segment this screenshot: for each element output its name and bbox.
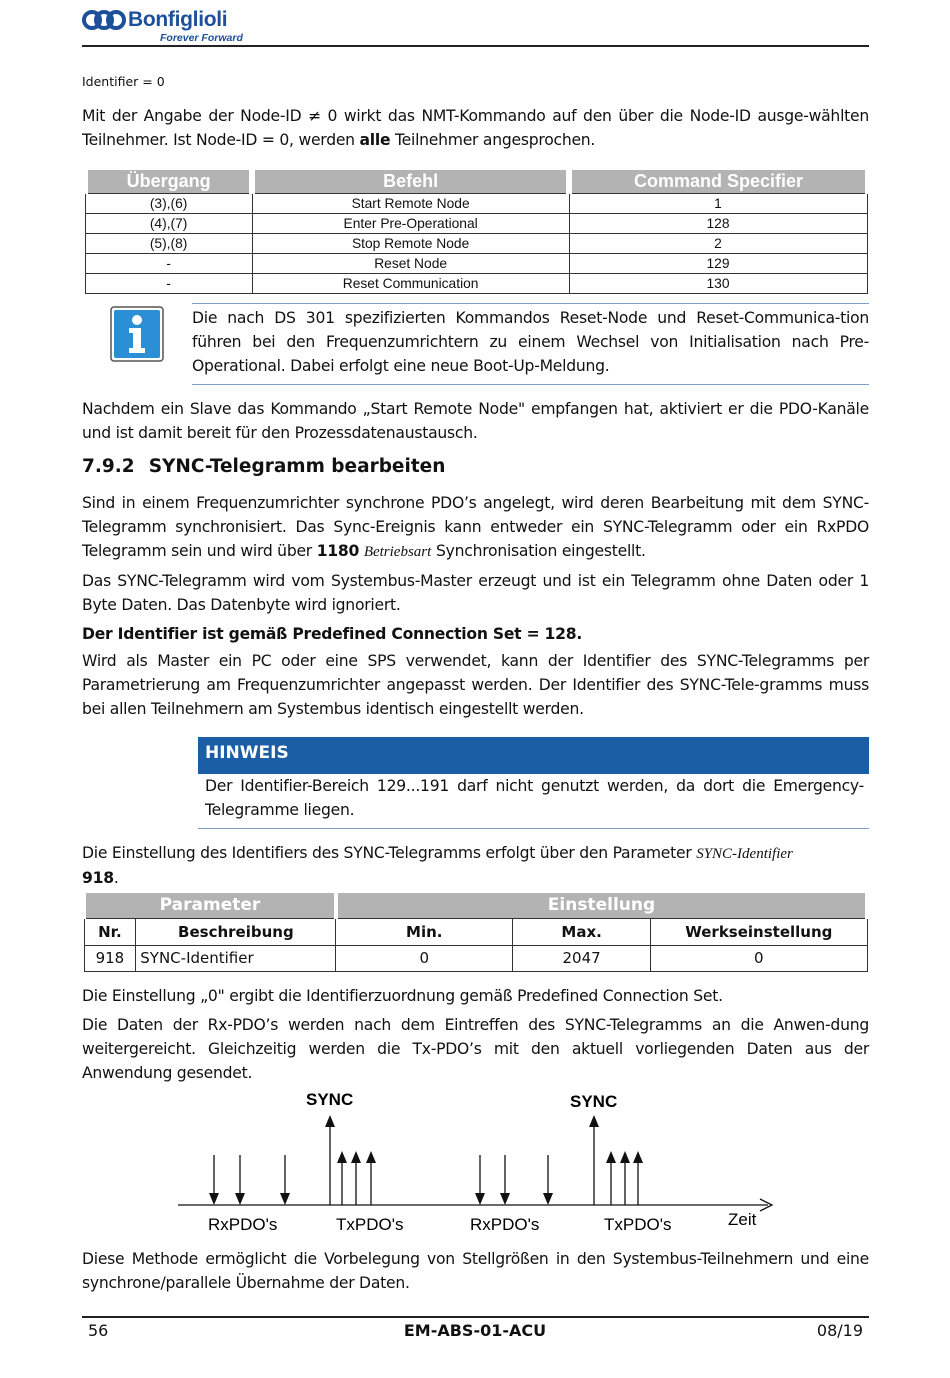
intro-text-2: Teilnehmer angesprochen.: [390, 131, 596, 150]
column-header: Max.: [513, 918, 651, 945]
table-cell: 0: [336, 945, 513, 971]
param-number: 918: [82, 869, 114, 888]
table-cell: Enter Pre-Operational: [252, 213, 569, 233]
table-cell: (4),(7): [85, 213, 252, 233]
param-name: Betriebsart: [363, 544, 432, 561]
sync-paragraph-1: [82, 491, 869, 565]
sync-bold-line: Der Identifier ist gemäß Predefined Connection Set = 128.: [82, 625, 583, 643]
sync-paragraph-2: Das SYNC-Telegramm wird vom Systembus-Master erzeugt und ist ein Telegramm ohne Daten oder 1 Byte Daten. Das Datenbyte wird ignoriert.: [82, 572, 869, 615]
table-row: [85, 253, 867, 273]
table-row: [85, 213, 867, 233]
sync-label: SYNC: [306, 1090, 354, 1109]
sync-text-1: Sind in einem Frequenzumrichter synchrone PDO’s angelegt, wird deren Bearbeitung mit dem SYNC-Telegramm synchronisiert. Das Sync-Ereignis kann entweder ein SYNC-Telegramm oder ein RxPDO Telegramm sein und wird über: [82, 494, 869, 561]
table-row: [84, 945, 867, 971]
rxpdo-arrow: [280, 1155, 290, 1205]
time-label: Zeit: [728, 1210, 757, 1229]
table-cell: 0: [651, 945, 867, 971]
brand-logo: [82, 8, 252, 46]
footer-rule: [82, 1316, 869, 1318]
table-cell: -: [85, 253, 252, 273]
table-cell: 130: [569, 273, 867, 293]
column-header: Befehl: [252, 169, 569, 193]
axis-label: RxPDO's: [470, 1215, 540, 1234]
param-name: SYNC-Identifier: [696, 846, 793, 862]
brand-tagline: Forever Forward: [160, 32, 243, 44]
table-cell: Stop Remote Node: [252, 233, 569, 253]
column-header: Übergang: [85, 169, 252, 193]
parameter-column-header: [84, 918, 867, 945]
setting-end: .: [113, 869, 119, 888]
rxpdo-arrow: [209, 1155, 219, 1205]
command-table-header: [85, 169, 867, 193]
setting-text: Die Einstellung des Identifiers des SYNC-Telegramms erfolgt über den Parameter: [82, 844, 697, 862]
table-cell: -: [85, 273, 252, 293]
footer-page-number: 56: [88, 1321, 109, 1340]
table-cell: SYNC-Identifier: [136, 945, 336, 971]
sync-text-2: Synchronisation eingestellt.: [431, 542, 646, 561]
intro-text-1: Mit der Angabe der Node-ID ≠ 0 wirkt das NMT-Kommando auf den über die Node-ID ausge-wählten Teilnehmer. Ist Node-ID = 0, werden: [82, 107, 869, 150]
hinweis-title: HINWEIS: [198, 737, 869, 774]
table-row: [85, 233, 867, 253]
table-row: [85, 193, 867, 213]
section-title: SYNC-Telegramm bearbeiten: [148, 456, 446, 477]
table-cell: Reset Node: [252, 253, 569, 273]
footer-date: 08/19: [816, 1321, 863, 1340]
table-cell: 1: [569, 193, 867, 213]
table-row: [85, 273, 867, 293]
rxpdo-arrow: [235, 1155, 245, 1205]
column-header: Nr.: [84, 918, 136, 945]
txpdo-arrow: [366, 1151, 376, 1205]
identifier-line: Identifier = 0: [82, 74, 165, 89]
closing-paragraph: Diese Methode ermöglicht die Vorbelegung von Stellgrößen in den Systembus-Teilnehmern und eine synchrone/parallele Übernahme der Daten.: [82, 1250, 869, 1293]
rxpdo-arrow: [543, 1155, 553, 1205]
parameter-group-header: [84, 893, 867, 918]
column-header: Command Specifier: [569, 169, 867, 193]
group-header-einstellung: Einstellung: [336, 893, 867, 918]
hinweis-text: Der Identifier-Bereich 129...191 darf nicht genutzt werden, da dort die Emergency-Telegramme liegen.: [205, 777, 864, 820]
hinweis-rule: [198, 828, 869, 829]
txpdo-arrow: [337, 1151, 347, 1205]
default-paragraph: Die Einstellung „0" ergibt die Identifierzuordnung gemäß Predefined Connection Set.: [82, 987, 723, 1005]
column-header: Min.: [336, 918, 513, 945]
sync-arrow: [589, 1115, 599, 1205]
rxpdo-arrow: [500, 1155, 510, 1205]
axis-label: RxPDO's: [208, 1215, 278, 1234]
parameter-table: [82, 893, 869, 972]
intro-paragraph: [82, 104, 869, 152]
info-icon: [110, 306, 164, 362]
group-header-parameter: Parameter: [84, 893, 336, 918]
table-cell: 2: [569, 233, 867, 253]
table-cell: Start Remote Node: [252, 193, 569, 213]
table-cell: 129: [569, 253, 867, 273]
axis-label: TxPDO's: [604, 1215, 672, 1234]
column-header: Werkseinstellung: [651, 918, 867, 945]
table-cell: Reset Communication: [252, 273, 569, 293]
txpdo-arrow: [620, 1151, 630, 1205]
after-table-paragraph: Nachdem ein Slave das Kommando „Start Remote Node" empfangen hat, aktiviert er die PDO-Kanäle und ist damit bereit für den Prozessdatenaustausch.: [82, 400, 869, 443]
hinweis-box: [198, 737, 869, 829]
sync-timing-diagram: [170, 1085, 790, 1245]
txpdo-arrow: [606, 1151, 616, 1205]
param-number: 1180: [316, 542, 360, 561]
table-cell: (5),(8): [85, 233, 252, 253]
axis-label: TxPDO's: [336, 1215, 404, 1234]
table-cell: 128: [569, 213, 867, 233]
intro-bold: alle: [359, 131, 391, 150]
info-note-text: Die nach DS 301 spezifizierten Kommandos Reset-Node und Reset-Communica-tion führen bei den Frequenzumrichtern zu einem Wechsel von Initialisation nach Pre-Operational. Dabei erfolgt eine neue Boot-Up-Meldung.: [192, 309, 869, 376]
bonfiglioli-logo-icon: [82, 9, 126, 31]
brand-name: Bonfiglioli: [128, 8, 228, 31]
sync-label: SYNC: [570, 1092, 618, 1111]
section-heading: [82, 456, 445, 477]
header-rule: [82, 45, 869, 47]
sync-arrow: [325, 1115, 335, 1205]
table-cell: (3),(6): [85, 193, 252, 213]
sync-paragraph-3: Wird als Master ein PC oder eine SPS verwendet, kann der Identifier des SYNC-Telegramms per Parametrierung am Frequenzumrichter angepasst werden. Der Identifier des SYNC-Tele-gramms muss bei allen Teilnehmern am Systembus identisch eingestellt werden.: [82, 652, 869, 719]
txpdo-arrow: [351, 1151, 361, 1205]
section-number: 7.9.2: [82, 456, 135, 477]
command-table: [82, 168, 869, 294]
column-header: Beschreibung: [136, 918, 336, 945]
setting-paragraph: [82, 841, 869, 890]
table-cell: 918: [84, 945, 136, 971]
table-cell: 2047: [513, 945, 651, 971]
data-paragraph: Die Daten der Rx-PDO’s werden nach dem Eintreffen des SYNC-Telegramms an die Anwen-dung weitergereicht. Gleichzeitig werden die Tx-PDO’s mit den aktuell vorliegenden Daten aus der Anwendung gesendet.: [82, 1016, 869, 1083]
txpdo-arrow: [633, 1151, 643, 1205]
footer-doc-id: EM-ABS-01-ACU: [403, 1321, 547, 1340]
rxpdo-arrow: [475, 1155, 485, 1205]
